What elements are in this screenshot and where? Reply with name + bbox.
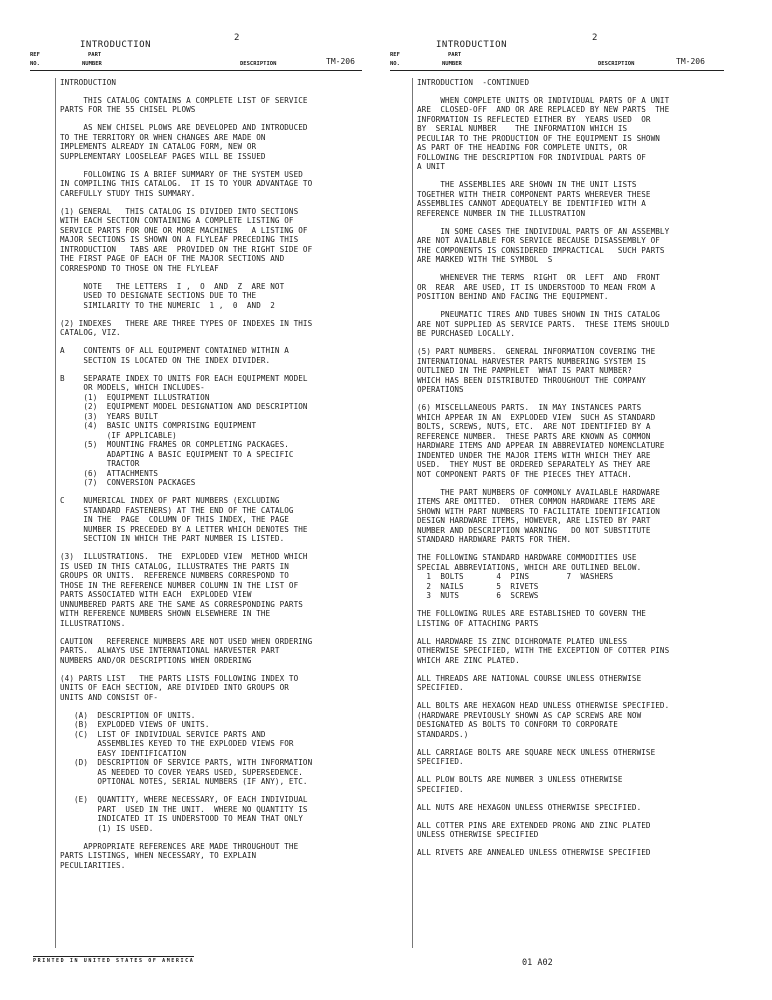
paragraph: (4) PARTS LIST THE PARTS LISTS FOLLOWING INDEX TO UNITS OF EACH SECTION, ARE DIVIDED INTO GROUPS OR UNITS AND CONSIST OF- xyxy=(60,673,299,702)
ref-label: REF xyxy=(30,52,40,58)
left-page-number: 2 xyxy=(234,33,240,43)
paragraph: THE FOLLOWING RULES ARE ESTABLISHED TO GOVERN THE LISTING OF ATTACHING PARTS xyxy=(417,609,646,628)
paragraph: C NUMERICAL INDEX OF PART NUMBERS (EXCLUDING STANDARD FASTENERS) AT THE END OF THE CATALOG IN THE PAGE COLUMN OF THIS INDEX, THE PAGE NUMBER IS PRECEDED BY A LETTER WHICH DENOTES THE SECTION IN WHICH THE PART NUMBER IS LISTED. xyxy=(60,496,308,543)
paragraph: (1) GENERAL THIS CATALOG IS DIVIDED INTO SECTIONS WITH EACH SECTION CONTAINING A COMPLETE LISTING OF SERVICE PARTS FOR ONE OR MORE MACHINES A LISTING OF MAJOR SECTIONS IS SHOWN ON A FLYLEAF PRECEDING THIS INTRODUCTION TABS ARE PROVIDED ON THE RIGHT SIDE OF THE FIRST PAGE OF EACH OF THE MAJOR SECTIONS AND CORRESPOND TO THOSE ON THE FLYLEAF xyxy=(60,206,313,273)
right-column-body xyxy=(412,78,772,948)
paragraph: APPROPRIATE REFERENCES ARE MADE THROUGHOUT THE PARTS LISTINGS, WHEN NECESSARY, TO EXPLAIN PECULIARITIES. xyxy=(60,841,299,870)
left-heading: INTRODUCTION xyxy=(60,78,117,87)
paragraph: THE ASSEMBLIES ARE SHOWN IN THE UNIT LISTS TOGETHER WITH THEIR COMPONENT PARTS WHEREVER THESE ASSEMBLIES CANNOT ADEQUATELY BE IDENTIFIED WITH A REFERENCE NUMBER IN THE ILLUSTRATION xyxy=(417,180,651,218)
left-section-title: INTRODUCTION xyxy=(80,40,152,50)
paragraph: WHENEVER THE TERMS RIGHT OR LEFT AND FRONT OR REAR ARE USED, IT IS UNDERSTOOD TO MEAN FROM A POSITION BEHIND AND FACING THE EQUIPMENT. xyxy=(417,273,660,301)
left-column-body xyxy=(55,78,415,948)
right-column-header xyxy=(390,50,724,71)
ref-label: REF xyxy=(390,52,400,58)
paragraph: (6) MISCELLANEOUS PARTS. IN MAY INSTANCES PARTS WHICH APPEAR IN AN EXPLODED VIEW SUCH AS STANDARD BOLTS, SCREWS, NUTS, ETC. ARE NOT IDENTIFIED BY A REFERENCE NUMBER. THESE PARTS ARE KNOWN AS COMMON HARDWARE ITEMS AND APPEAR IN ABBREVIATED NOMENCLATURE INDENTED UNDER THE MAJOR ITEMS WITH WHICH THEY ARE USED. THEY MUST BE ORDERED SEPARATELY AS THEY ARE NOT COMPONENT PARTS OF THE PIECES THEY ATTACH. xyxy=(417,403,665,479)
note-paragraph: NOTE THE LETTERS I , O AND Z ARE NOT USED TO DESIGNATE SECTIONS DUE TO THE SIMILARITY TO THE NUMERIC 1 , 0 AND 2 xyxy=(83,281,285,310)
paragraph: THE PART NUMBERS OF COMMONLY AVAILABLE HARDWARE ITEMS ARE OMITTED. OTHER COMMON HARDWARE ITEMS ARE SHOWN WITH PART NUMBERS TO FACILITATE IDENTIFICATION DESIGN HARDWARE ITEMS, HOWEVER, ARE LISTED BY PART NUMBER AND DESCRIPTION WARNING DO NOT SUBSTITUTE STANDARD HARDWARE PARTS FOR THEM. xyxy=(417,487,660,544)
description-label: DESCRIPTION xyxy=(240,61,277,67)
paragraph: (2) INDEXES THERE ARE THREE TYPES OF INDEXES IN THIS CATALOG, VIZ. xyxy=(60,318,313,337)
part-label: PART xyxy=(88,52,102,58)
rule-paragraph: ALL THREADS ARE NATIONAL COURSE UNLESS OTHERWISE SPECIFIED. xyxy=(417,673,642,692)
number-label: NUMBER xyxy=(442,61,462,67)
paragraph: A CONTENTS OF ALL EQUIPMENT CONTAINED WITHIN A SECTION IS LOCATED ON THE INDEX DIVIDER. xyxy=(60,346,289,365)
caution-paragraph: CAUTION REFERENCE NUMBERS ARE NOT USED WHEN ORDERING PARTS. ALWAYS USE INTERNATIONAL HARVESTER PART NUMBERS AND/OR DESCRIPTIONS WHEN ORDERING xyxy=(60,636,313,665)
paragraph: (3) ILLUSTRATIONS. THE EXPLODED VIEW METHOD WHICH IS USED IN THIS CATALOG, ILLUSTRATES THE PARTS IN GROUPS OR UNITS. REFERENCE NUMBERS CORRESPOND TO THOSE IN THE REFERENCE NUMBER COLUMN IN THE LIST OF PARTS ASSOCIATED WITH EACH EXPLODED VIEW UNNUMBERED PARTS ARE THE SAME AS CORRESPONDING PARTS WITH REFERENCE NUMBERS SHOWN ELSEWHERE IN THE ILLUSTRATIONS. xyxy=(60,552,308,628)
page-code-footer: 01 A02 xyxy=(522,958,553,968)
paragraph: AS NEW CHISEL PLOWS ARE DEVELOPED AND INTRODUCED TO THE TERRITORY OR WHEN CHANGES ARE MADE ON IMPLEMENTS ALREADY IN CATALOG FORM, NEW OR SUPPLEMENTARY LOOSELEAF PAGES WILL BE ISSUED xyxy=(60,123,308,161)
paragraph: B SEPARATE INDEX TO UNITS FOR EACH EQUIPMENT MODEL OR MODELS, WHICH INCLUDES- (1) EQUIPMENT ILLUSTRATION (2) EQUIPMENT MODEL DESIGNATION AND DESCRIPTION (3) YEARS BUILT (4) BASIC UNITS COMPRISING EQUIPMENT (IF APPLICABLE) (5) MOUNTING FRAMES OR COMPLETING PACKAGES. ADAPTING A BASIC EQUIPMENT TO A SPECIFIC TRACTOR (6) ATTACHMENTS (7) CONVERSION PACKAGES xyxy=(60,373,308,487)
rule-paragraph: ALL BOLTS ARE HEXAGON HEAD UNLESS OTHERWISE SPECIFIED. (HARDWARE PREVIOUSLY SHOWN AS CAP SCREWS ARE NOW DESIGNATED AS BOLTS TO CONFORM TO CORPORATE STANDARDS.) xyxy=(417,701,670,739)
paragraph: THE FOLLOWING STANDARD HARDWARE COMMODITIES USE SPECIAL ABBREVIATIONS, WHICH ARE OUTLINED BELOW. 1 BOLTS 4 PINS 7 WASHERS 2 NAILS 5 RIVETS 3 NUTS 6 SCREWS xyxy=(417,553,642,600)
right-heading: INTRODUCTION -CONTINUED xyxy=(417,78,530,87)
printed-in-usa-footer: PRINTED IN UNITED STATES OF AMERICA xyxy=(33,958,195,964)
right-section-title: INTRODUCTION xyxy=(436,40,508,50)
paragraph: (A) DESCRIPTION OF UNITS. (B) EXPLODED VIEWS OF UNITS. (C) LIST OF INDIVIDUAL SERVICE PARTS AND ASSEMBLIES KEYED TO THE EXPLODED VIEWS FOR EASY IDENTIFICATION (D) DESCRIPTION OF SERVICE PARTS, WITH INFORMATION AS NEEDED TO COVER YEARS USED, SUPERSEDENCE. OPTIONAL NOTES, SERIAL NUMBERS (IF ANY), ETC. xyxy=(74,710,313,786)
right-page-number: 2 xyxy=(592,33,598,43)
no-label: NO. xyxy=(30,61,40,67)
paragraph: FOLLOWING IS A BRIEF SUMMARY OF THE SYSTEM USED IN COMPILING THIS CATALOG. IT IS TO YOUR ADVANTAGE TO CAREFULLY STUDY THIS SUMMARY. xyxy=(60,169,313,198)
paragraph: (E) QUANTITY, WHERE NECESSARY, OF EACH INDIVIDUAL PART USED IN THE UNIT. WHERE NO QUANTITY IS INDICATED IT IS UNDERSTOOD TO MEAN THAT ONLY (1) IS USED. xyxy=(74,795,308,833)
paragraph: PNEUMATIC TIRES AND TUBES SHOWN IN THIS CATALOG ARE NOT SUPPLIED AS SERVICE PARTS. THESE ITEMS SHOULD BE PURCHASED LOCALLY. xyxy=(417,310,670,338)
paragraph: (5) PART NUMBERS. GENERAL INFORMATION COVERING THE INTERNATIONAL HARVESTER PARTS NUMBERING SYSTEM IS OUTLINED IN THE PAMPHLET WHAT IS PART NUMBER? WHICH HAS BEEN DISTRIBUTED THROUGHOUT THE COMPANY OPERATIONS xyxy=(417,347,656,394)
rule-paragraph: ALL CARRIAGE BOLTS ARE SQUARE NECK UNLESS OTHERWISE SPECIFIED. xyxy=(417,747,656,766)
number-label: NUMBER xyxy=(82,61,102,67)
paragraph: WHEN COMPLETE UNITS OR INDIVIDUAL PARTS OF A UNIT ARE CLOSED-OFF AND OR ARE REPLACED BY NEW PARTS THE INFORMATION IS REFLECTED EITHER BY YEARS USED OR BY SERIAL NUMBER THE INFORMATION WHICH IS PECULIAR TO THE PRODUCTION OF THE EQUIPMENT IS SHOWN AS PART OF THE HEADING FOR COMPLETE UNITS, OR FOLLOWING THE DESCRIPTION FOR INDIVIDUAL PARTS OF A UNIT xyxy=(417,95,670,171)
paragraph: THIS CATALOG CONTAINS A COMPLETE LIST OF SERVICE PARTS FOR THE 55 CHISEL PLOWS xyxy=(60,95,308,114)
rule-paragraph: ALL COTTER PINS ARE EXTENDED PRONG AND ZINC PLATED UNLESS OTHERWISE SPECIFIED xyxy=(417,820,651,839)
rule-paragraph: ALL NUTS ARE HEXAGON UNLESS OTHERWISE SPECIFIED. xyxy=(417,802,642,812)
tm-number: TM-206 xyxy=(326,57,355,66)
description-label: DESCRIPTION xyxy=(598,61,635,67)
rule-paragraph: ALL PLOW BOLTS ARE NUMBER 3 UNLESS OTHERWISE SPECIFIED. xyxy=(417,775,623,794)
paragraph: IN SOME CASES THE INDIVIDUAL PARTS OF AN ASSEMBLY ARE NOT AVAILABLE FOR SERVICE BECAUSE DISASSEMBLY OF THE COMPONENTS IS CONSIDERED IMPRACTICAL SUCH PARTS ARE MARKED WITH THE SYMBOL S xyxy=(417,226,670,264)
rule-paragraph: ALL RIVETS ARE ANNEALED UNLESS OTHERWISE SPECIFIED xyxy=(417,848,651,857)
part-label: PART xyxy=(448,52,462,58)
left-column-header xyxy=(30,50,362,71)
tm-number: TM-206 xyxy=(676,57,705,66)
no-label: NO. xyxy=(390,61,400,67)
rule-paragraph: ALL HARDWARE IS ZINC DICHROMATE PLATED UNLESS OTHERWISE SPECIFIED, WITH THE EXCEPTION OF COTTER PINS WHICH ARE ZINC PLATED. xyxy=(417,636,670,665)
